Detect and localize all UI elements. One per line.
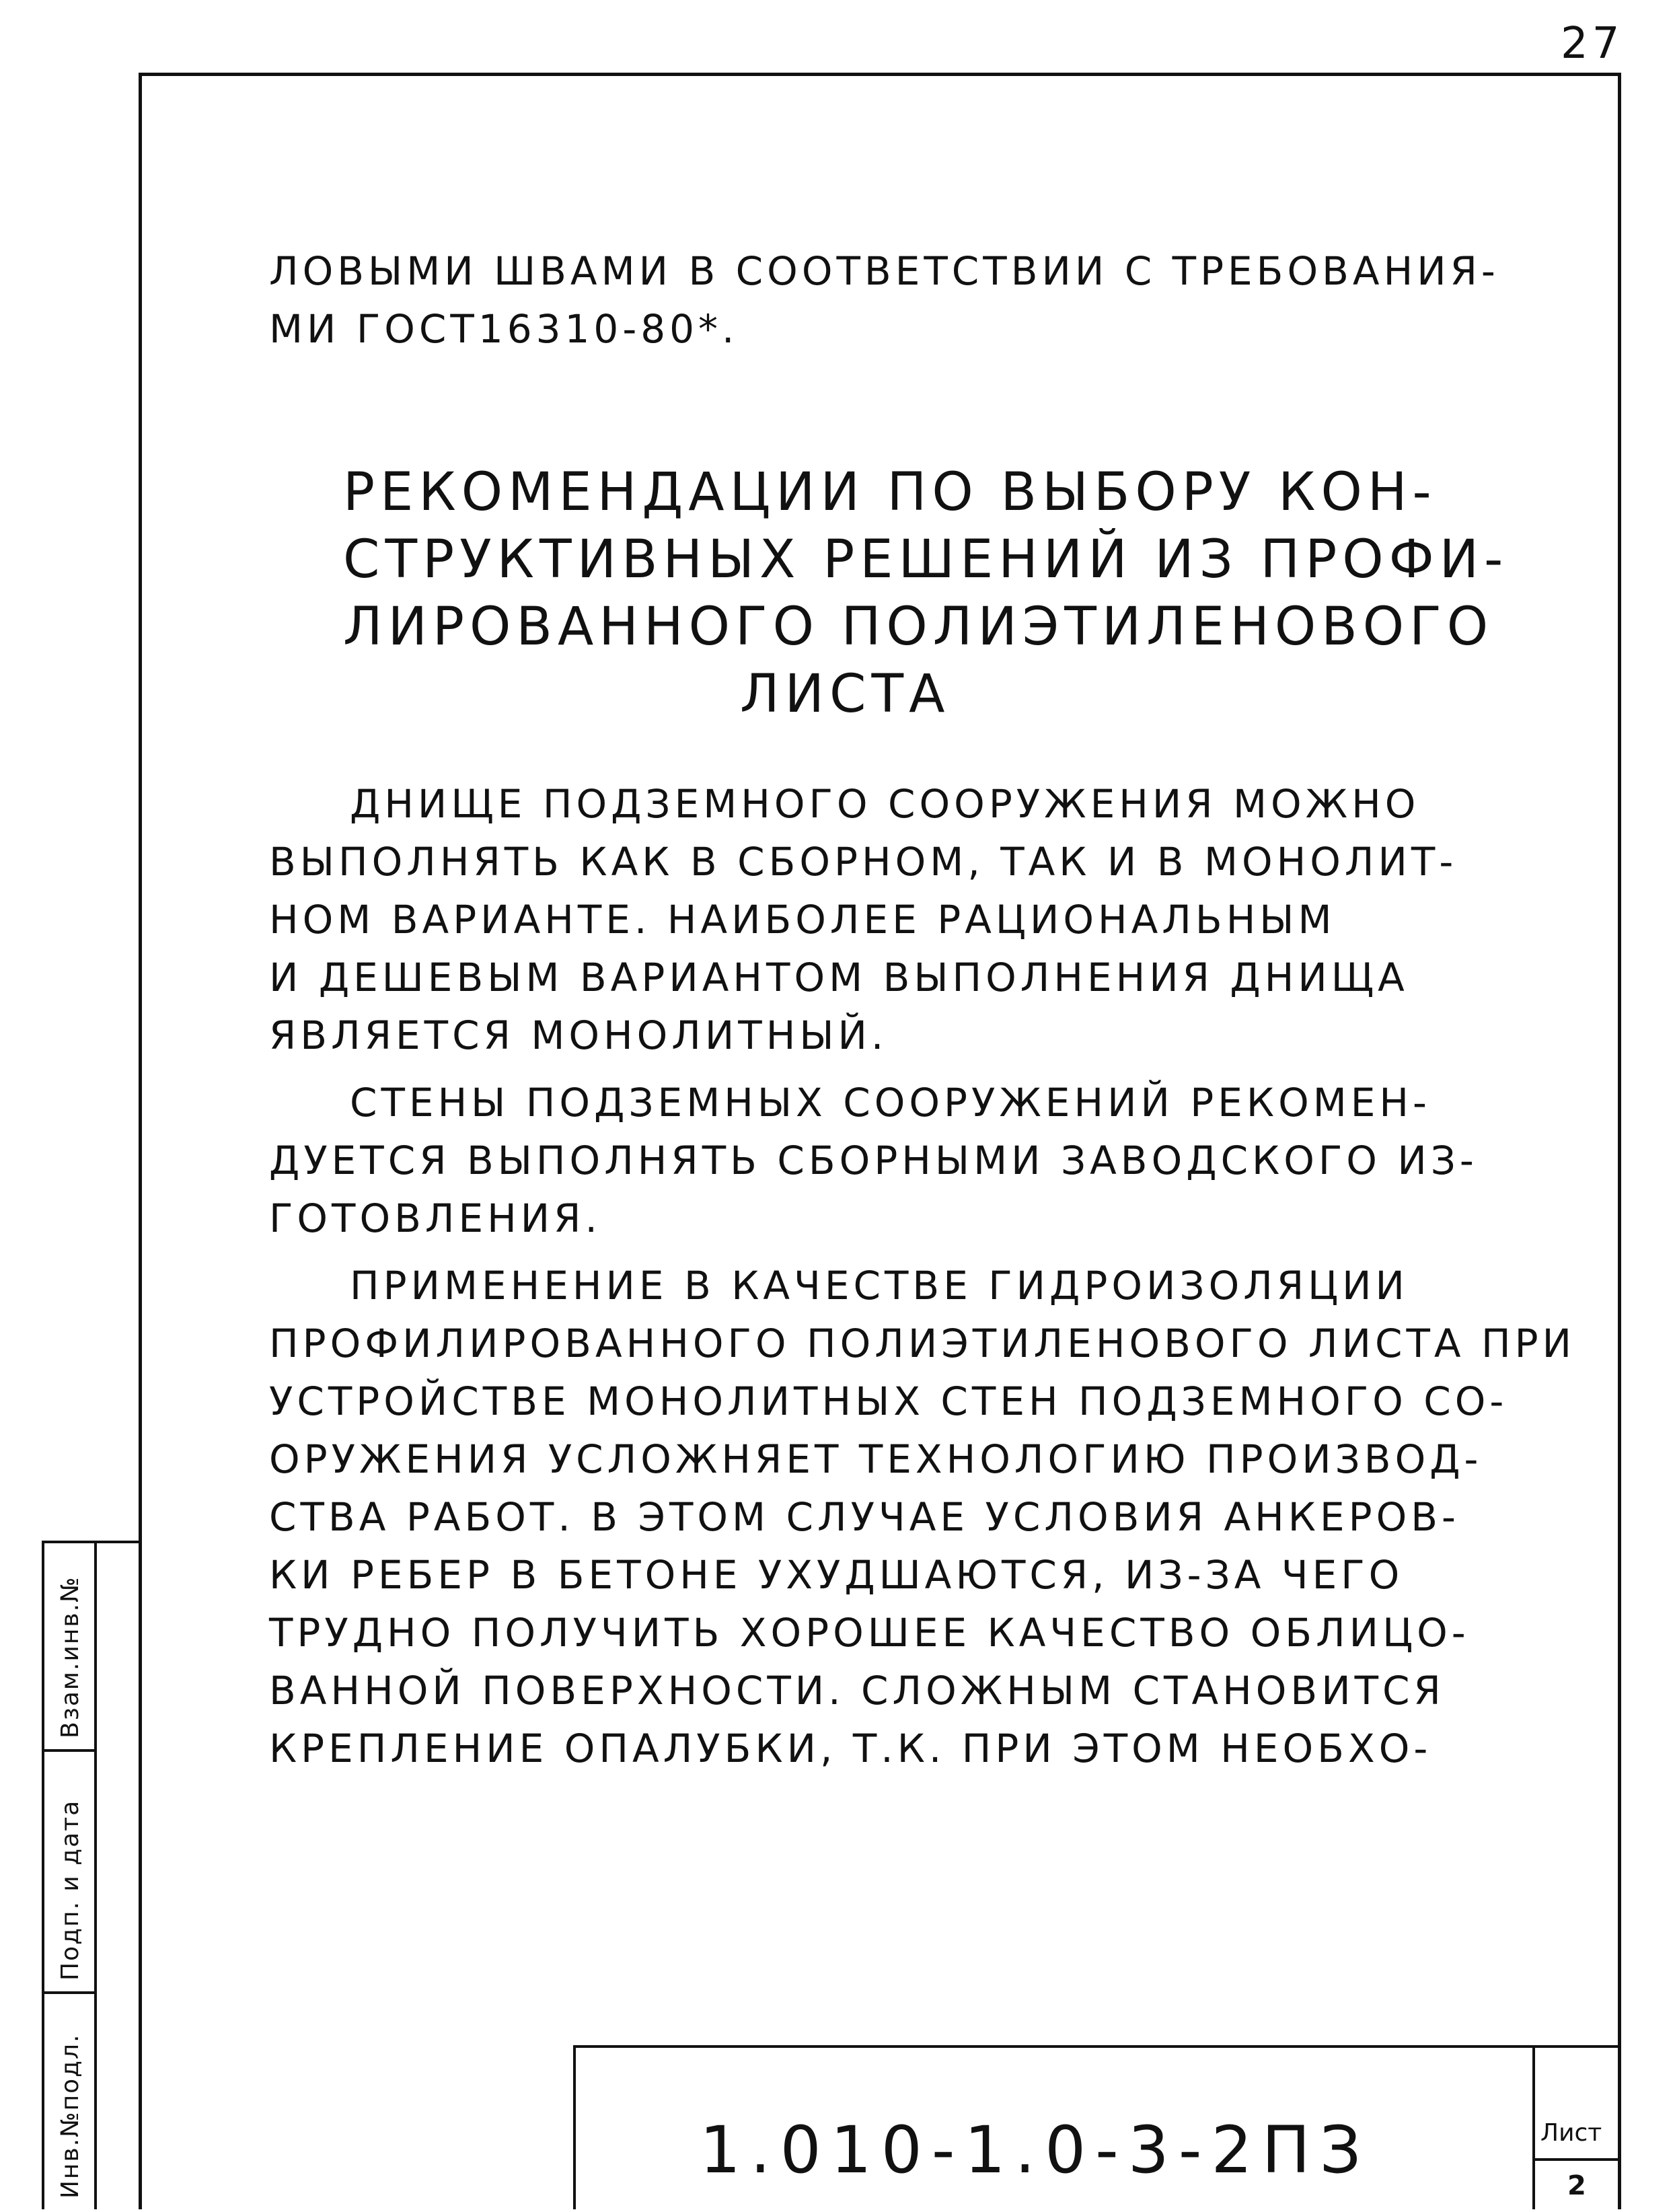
paragraph-line: ОРУЖЕНИЯ УСЛОЖНЯЕТ ТЕХНОЛОГИЮ ПРОИЗВОД- — [269, 1436, 1483, 1482]
intro-line-2: МИ ГОСТ16310-80*. — [269, 306, 739, 352]
paragraph-line: ПРИМЕНЕНИЕ В КАЧЕСТВЕ ГИДРОИЗОЛЯЦИИ — [350, 1263, 1409, 1308]
paragraph-line: ТРУДНО ПОЛУЧИТЬ ХОРОШЕЕ КАЧЕСТВО ОБЛИЦО- — [269, 1610, 1470, 1656]
paragraph-line: ЯВЛЯЕТСЯ МОНОЛИТНЫЙ. — [269, 1012, 888, 1058]
stamp-column-line — [94, 1543, 97, 2209]
heading-line-2: СТРУКТИВНЫХ РЕШЕНИЙ ИЗ ПРОФИ- — [343, 529, 1509, 590]
paragraph-line: КИ РЕБЕР В БЕТОНЕ УХУДШАЮТСЯ, ИЗ-ЗА ЧЕГО — [269, 1552, 1404, 1598]
page-content — [269, 242, 1576, 1787]
paragraph-line: СТВА РАБОТ. В ЭТОМ СЛУЧАЕ УСЛОВИЯ АНКЕРОВ- — [269, 1494, 1460, 1540]
stamp-label-signature-date: Подп. и дата — [57, 1799, 84, 1981]
paragraph-line: КРЕПЛЕНИЕ ОПАЛУБКИ, Т.К. ПРИ ЭТОМ НЕОБХО- — [269, 1726, 1432, 1771]
stamp-label-original-inv: Инв.№подл. — [57, 2033, 84, 2199]
paragraph-line: ГОТОВЛЕНИЯ. — [269, 1195, 601, 1241]
document-code: 1.010-1.0-3-2ПЗ — [700, 2112, 1371, 2188]
stamp-label-exchange-inv: Взам.инв.№ — [57, 1576, 84, 1738]
sheet-number: 2 — [1567, 2170, 1586, 2201]
paragraph-line: И ДЕШЕВЫМ ВАРИАНТОМ ВЫПОЛНЕНИЯ ДНИЩА — [269, 955, 1409, 1000]
stamp-cell-exchange-inv — [44, 1543, 97, 1752]
paragraph-line: ВАННОЙ ПОВЕРХНОСТИ. СЛОЖНЫМ СТАНОВИТСЯ — [269, 1668, 1445, 1713]
page-number: 27 — [1561, 19, 1624, 69]
paragraph-line: ДУЕТСЯ ВЫПОЛНЯТЬ СБОРНЫМИ ЗАВОДСКОГО ИЗ- — [269, 1138, 1478, 1183]
paragraph-walls — [269, 1074, 1520, 1247]
heading-line-3: ЛИРОВАННОГО ПОЛИЭТИЛЕНОВОГО — [343, 597, 1494, 657]
paragraph-bottom-slab — [269, 775, 1520, 1064]
paragraph-line: ДНИЩЕ ПОДЗЕМНОГО СООРУЖЕНИЯ МОЖНО — [350, 781, 1420, 827]
paragraph-line: ПРОФИЛИРОВАННОГО ПОЛИЭТИЛЕНОВОГО ЛИСТА ПРИ — [269, 1321, 1576, 1366]
side-stamp — [42, 1541, 139, 2209]
heading-line-1: РЕКОМЕНДАЦИИ ПО ВЫБОРУ КОН- — [343, 462, 1437, 523]
body-paragraphs — [269, 775, 1576, 1777]
section-heading — [343, 459, 1520, 728]
sheet-label: Лист — [1540, 2119, 1602, 2147]
paragraph-line: СТЕНЫ ПОДЗЕМНЫХ СООРУЖЕНИЙ РЕКОМЕН- — [350, 1080, 1431, 1126]
paragraph-line: УСТРОЙСТВЕ МОНОЛИТНЫХ СТЕН ПОДЗЕМНОГО СО- — [269, 1378, 1508, 1424]
heading-line-4: ЛИСТА — [740, 664, 951, 725]
sheet-divider — [1532, 2158, 1621, 2161]
paragraph-waterproofing — [269, 1257, 1576, 1777]
stamp-cell-signature-date — [44, 1752, 97, 1994]
stamp-cell-original-inv — [44, 1994, 97, 2212]
intro-line-1: ЛОВЫМИ ШВАМИ В СООТВЕТСТВИИ С ТРЕБОВАНИЯ- — [269, 248, 1499, 294]
paragraph-line: ВЫПОЛНЯТЬ КАК В СБОРНОМ, ТАК И В МОНОЛИТ- — [269, 839, 1458, 885]
paragraph-line: НОМ ВАРИАНТЕ. НАИБОЛЕЕ РАЦИОНАЛЬНЫМ — [269, 897, 1336, 943]
